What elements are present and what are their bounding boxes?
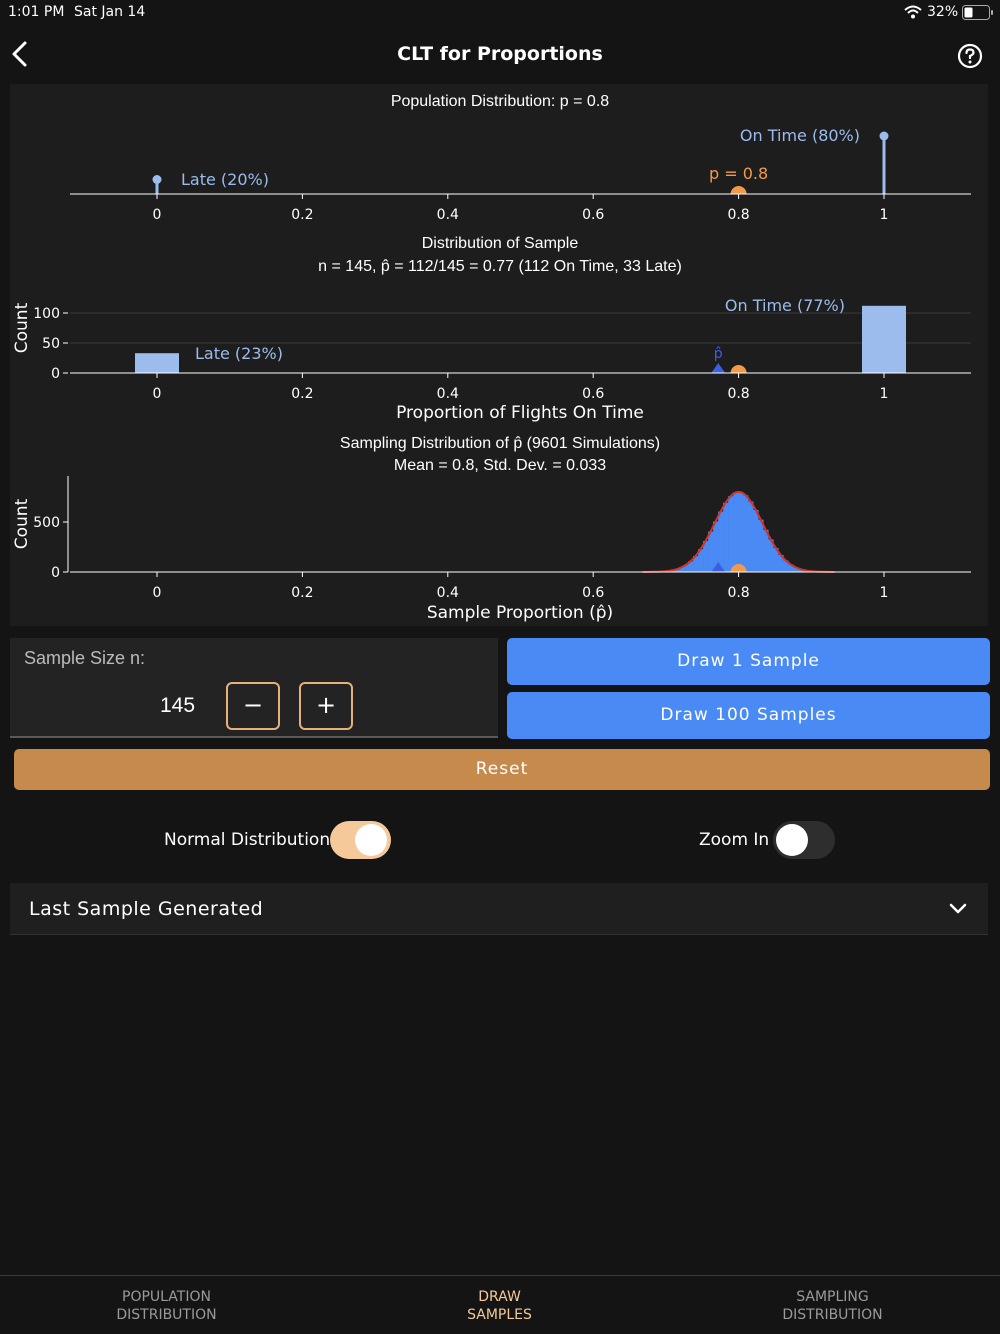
- x-tick-label: 0.4: [436, 207, 459, 223]
- chart-subtitle: Mean = 0.8, Std. Dev. = 0.033: [393, 457, 607, 474]
- status-date: Sat Jan 14: [74, 4, 146, 20]
- x-tick-label: 0.8: [727, 585, 750, 601]
- p-marker: [731, 186, 747, 194]
- sample-size-label: Sample Size n:: [24, 648, 146, 668]
- histogram-bin: [708, 532, 713, 572]
- x-tick-label: 0: [152, 585, 162, 601]
- x-tick-label: 0.4: [436, 386, 459, 402]
- reset-button[interactable]: Reset: [14, 749, 990, 790]
- tab-line-2: DISTRIBUTION: [116, 1307, 217, 1323]
- x-tick-label: 1: [879, 585, 889, 601]
- x-tick-label: 0.2: [291, 386, 314, 402]
- histogram-bin: [733, 493, 738, 572]
- stem-dot: [880, 132, 889, 141]
- tab-line-1: POPULATION: [122, 1289, 211, 1305]
- label-on-time: On Time (80%): [739, 126, 860, 145]
- y-tick-label: 500: [33, 515, 60, 531]
- x-tick-label: 0.8: [727, 386, 750, 402]
- status-bar: [0, 0, 1000, 24]
- x-tick-label: 0.6: [582, 207, 605, 223]
- histogram-bin: [763, 530, 768, 572]
- battery-icon: [962, 5, 994, 20]
- zoom-in-label: Zoom In: [699, 830, 770, 850]
- y-tick-label: 0: [51, 366, 60, 382]
- tab-line-1: DRAW: [478, 1289, 521, 1305]
- draw-hundred-samples-button[interactable]: Draw 100 Samples: [507, 692, 990, 739]
- x-axis-title: Sample Proportion (p̂): [426, 603, 614, 623]
- x-tick-label: 0.6: [582, 386, 605, 402]
- chart-subtitle: n = 145, p̂ = 112/145 = 0.77 (112 On Time, 33 Late): [318, 258, 682, 275]
- label-on-time: On Time (77%): [724, 296, 845, 315]
- x-tick-label: 0.2: [291, 585, 314, 601]
- phat-label: p̂: [713, 346, 723, 362]
- phat-marker: [711, 363, 725, 373]
- tab-line-2: SAMPLES: [467, 1307, 532, 1323]
- normal-distribution-label: Normal Distribution: [164, 830, 331, 850]
- x-tick-label: 0.8: [727, 207, 750, 223]
- battery-percent: 32%: [927, 4, 959, 20]
- x-tick-label: 0.4: [436, 585, 459, 601]
- status-time: 1:01 PM: [8, 4, 65, 20]
- chart-title: Population Distribution: p = 0.8: [390, 93, 610, 110]
- tab-population-distribution[interactable]: [0, 1288, 333, 1324]
- draw-one-sample-button[interactable]: Draw 1 Sample: [507, 638, 990, 685]
- histogram-bin: [738, 492, 743, 572]
- decrement-button[interactable]: −: [226, 682, 280, 730]
- label-late: Late (23%): [195, 344, 283, 363]
- histogram-bin: [728, 496, 733, 572]
- x-tick-label: 1: [879, 207, 889, 223]
- help-icon[interactable]: [954, 40, 986, 72]
- tab-bar: [0, 1275, 1000, 1334]
- chevron-down-icon[interactable]: [946, 899, 970, 919]
- y-tick-label: 100: [33, 306, 60, 322]
- histogram-bin: [748, 501, 753, 572]
- sample-size-value: 145: [160, 694, 196, 717]
- normal-distribution-toggle[interactable]: [330, 821, 391, 859]
- tab-draw-samples[interactable]: [333, 1288, 666, 1324]
- increment-button[interactable]: +: [299, 682, 353, 730]
- label-late: Late (20%): [181, 170, 269, 189]
- last-sample-label: Last Sample Generated: [29, 898, 264, 920]
- wifi-icon: [904, 5, 922, 19]
- nav-bar: [0, 26, 1000, 84]
- x-tick-label: 0: [152, 207, 162, 223]
- p-label: p = 0.8: [709, 164, 769, 183]
- x-tick-label: 0.6: [582, 585, 605, 601]
- bar-on-time: [862, 306, 906, 373]
- chart-title: Sampling Distribution of p̂ (9601 Simulations): [339, 435, 661, 452]
- chart-title: Distribution of Sample: [421, 235, 579, 252]
- histogram-bin: [758, 520, 763, 572]
- charts: [0, 84, 1000, 626]
- toggle-knob: [776, 824, 808, 856]
- y-axis-title: Count: [12, 498, 32, 550]
- x-axis-title: Proportion of Flights On Time: [396, 403, 644, 423]
- tab-sampling-distribution[interactable]: [666, 1288, 999, 1324]
- tab-line-2: DISTRIBUTION: [782, 1307, 883, 1323]
- sample-size-card: [10, 638, 498, 738]
- stem-dot: [153, 175, 162, 184]
- zoom-in-toggle[interactable]: [773, 821, 835, 859]
- x-tick-label: 1: [879, 386, 889, 402]
- last-sample-accordion[interactable]: [10, 883, 988, 935]
- p-marker: [731, 365, 747, 373]
- bar-late: [135, 353, 179, 373]
- page-title: CLT for Proportions: [397, 43, 603, 65]
- y-tick-label: 50: [42, 336, 60, 352]
- histogram-bin: [753, 510, 758, 572]
- y-axis-title: Count: [12, 302, 32, 354]
- toggle-knob: [355, 824, 387, 856]
- y-tick-label: 0: [51, 565, 60, 581]
- x-tick-label: 0: [152, 386, 162, 402]
- x-tick-label: 0.2: [291, 207, 314, 223]
- histogram-bin: [723, 503, 728, 572]
- histogram-bin: [743, 495, 748, 572]
- tab-line-1: SAMPLING: [796, 1289, 869, 1305]
